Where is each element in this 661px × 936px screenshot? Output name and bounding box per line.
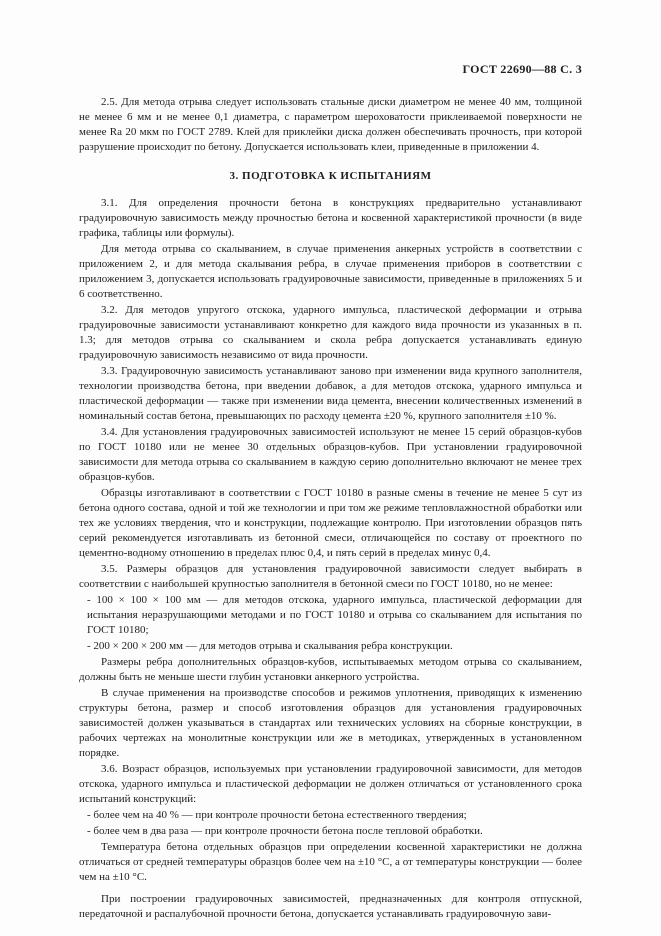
paragraph-3-6: 3.6. Возраст образцов, используемых при установлении градуировочной зависимости, для методов отскока, ударного импульса и пластической деформации не должен отличаться от установленного срока испытаний конструкций: xyxy=(79,763,582,805)
dash-list-item: - 200 × 200 × 200 мм — для методов отрыва и скалывания ребра конструкции. xyxy=(87,640,453,652)
page-header: ГОСТ 22690—88 С. 3 xyxy=(462,62,582,76)
paragraph-3-3: 3.3. Градуировочную зависимость устанавливают заново при изменении вида крупного заполнителя, технологии производства бетона, при введении добавок, а для методов отскока, ударного импульса и пластической деформации — также при изменении вида цемента, внесении количественных изменений в номинальный состав бетона, превышающих по расходу цемента ±20 %, крупного заполнителя ±10 %. xyxy=(79,365,582,422)
paragraph-3-5: 3.5. Размеры образцов для установления градуировочной зависимости следует выбирать в соответствии с наибольшей крупностью заполнителя в бетонной смеси по ГОСТ 10180, но не менее: xyxy=(79,563,582,590)
paragraph: Для метода отрыва со скалыванием, в случае применения анкерных устройств в соответствии с приложением 2, и для метода скалывания ребра, в случае применения приборов в соответствии с приложением 3, допускается использовать градуировочные зависимости, приведенные в приложениях 5 и 6 соответственно. xyxy=(79,243,582,300)
paragraph: Температура бетона отдельных образцов при определении косвенной характеристики не должна отличаться от средней температуры образцов более чем на ±10 °С, а от температуры конструкции — более чем на ±10 °С. xyxy=(79,841,582,883)
paragraph: В случае применения на производстве способов и режимов уплотнения, приводящих к изменению структуры бетона, размер и способ изготовления образцов для установления градуировочных зависимостей должен указываться в стандартах или технических условиях на сборные конструкции, в рабочих чертежах на монолитные конструкции или же в методиках, утвержденных в установленном порядке. xyxy=(79,687,582,759)
paragraph-3-1: 3.1. Для определения прочности бетона в конструкциях предварительно устанавливают градуировочную зависимость между прочностью бетона и косвенной характеристикой прочности (в виде графика, таблицы или формулы). xyxy=(79,197,582,239)
dash-list-item: - 100 × 100 × 100 мм — для методов отскока, ударного импульса, пластической деформации для испытания неразрушающими методами и по ГОСТ 10180 и отрыва со скалыванием для испытания по ГОСТ 10180; xyxy=(87,594,582,636)
paragraph-3-4: 3.4. Для установления градуировочных зависимостей используют не менее 15 серий образцов-кубов по ГОСТ 10180 или не менее 30 отдельных образцов-кубов. При установлении градуировочной зависимости для метода отрыва со скалыванием в каждую серию дополнительно включают не менее трех образцов-кубов. xyxy=(79,426,582,483)
dash-list-item: - более чем на 40 % — при контроле прочности бетона естественного твердения; xyxy=(87,809,467,821)
page-content xyxy=(79,95,582,923)
paragraph-3-2: 3.2. Для методов упругого отскока, ударного импульса, пластической деформации и отрыва градуировочные зависимости устанавливают конкретно для каждого вида прочности из указанных в п. 1.3; для методов отрыва со скалыванием и скола ребра допускается устанавливать единую градуировочную зависимость независимо от вида прочности. xyxy=(79,304,582,361)
dash-list-item: - более чем в два раза — при контроле прочности бетона после тепловой обработки. xyxy=(87,825,483,837)
paragraph: Образцы изготавливают в соответствии с ГОСТ 10180 в разные смены в течение не менее 5 сут из бетона одного состава, одной и той же технологии и при том же режиме тепловлажностной обработки или тех же условиях твердения, что и конструкции, подлежащие контролю. При изготовлении образцов пять серий рекомендуется изготавливать из бетонной смеси, отличающейся по составу от проектного по цементно-водному отношению в пределах плюс 0,4, и пять серий в пределах минус 0,4. xyxy=(79,487,582,559)
section-title: 3. ПОДГОТОВКА К ИСПЫТАНИЯМ xyxy=(229,170,432,182)
paragraph-2-5: 2.5. Для метода отрыва следует использовать стальные диски диаметром не менее 40 мм, толщиной не менее 6 мм и не менее 0,1 диаметра, с параметром шероховатости приклеиваемой поверхности не менее Ra 20 мкм по ГОСТ 2789. Клей для приклейки диска должен обеспечивать прочность, при которой разрушение происходит по бетону. Допускается использовать клеи, приведенные в приложении 4. xyxy=(79,96,582,153)
paragraph: Размеры ребра дополнительных образцов-кубов, испытываемых методом отрыва со скалыванием, должны быть не меньше шести глубин установки анкерного устройства. xyxy=(79,656,582,683)
paragraph: При построении градуировочных зависимостей, предназначенных для контроля отпускной, передаточной и распалубочной прочности бетона, допускается устанавливать градуировочную зави- xyxy=(79,893,582,920)
